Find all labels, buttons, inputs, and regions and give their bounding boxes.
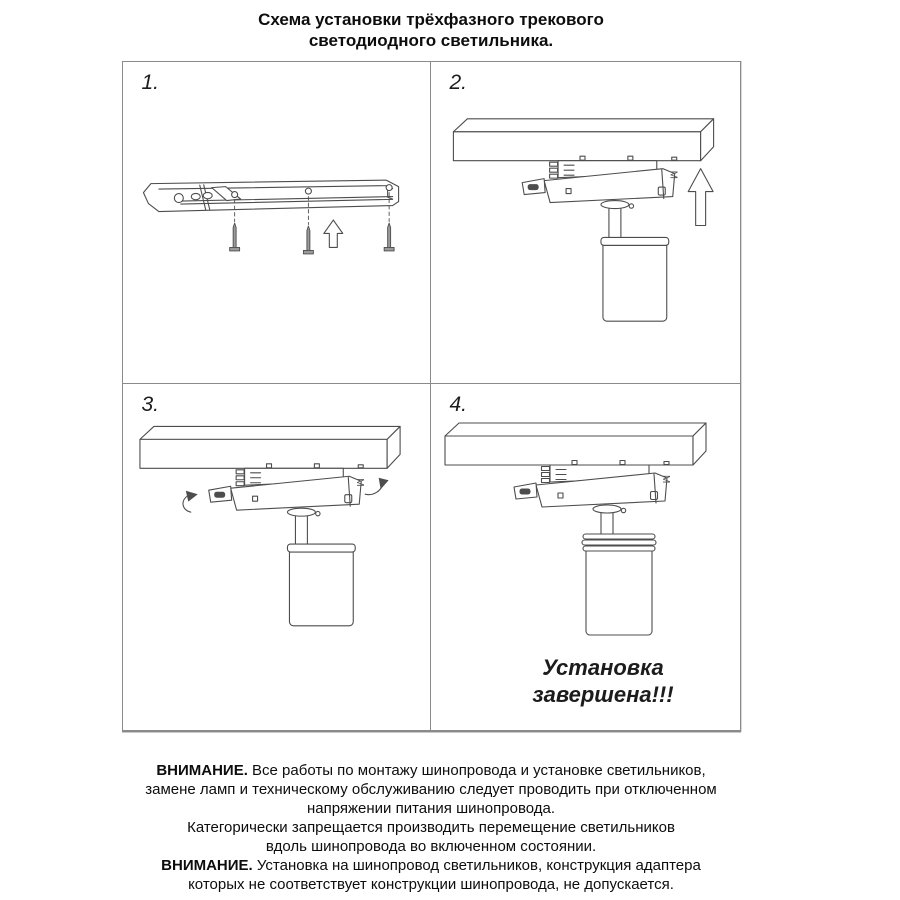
instruction-grid bbox=[122, 61, 741, 732]
rail-hole bbox=[203, 192, 212, 198]
warning-line: ВНИМАНИЕ. Установка на шинопровод светильников, конструкция адаптера bbox=[161, 857, 701, 874]
step3-drawing bbox=[123, 384, 430, 730]
caption-line-2: завершена!!! bbox=[532, 682, 674, 707]
panel-number: 1. bbox=[141, 71, 160, 94]
spotlight-body bbox=[289, 552, 353, 626]
rotate-arrow-right-icon bbox=[365, 478, 388, 495]
rotate-arrow-left-icon bbox=[182, 491, 197, 512]
panel-step-2 bbox=[431, 62, 740, 384]
step2-drawing bbox=[431, 62, 740, 383]
title-line-1: Схема установки трёхфазного трекового bbox=[258, 10, 604, 29]
panel-number: 2. bbox=[449, 71, 468, 94]
step1-drawing bbox=[123, 62, 430, 383]
spotlight-body bbox=[586, 551, 652, 635]
warning-line: которых не соответствует конструкции шинопровода, не допускается. bbox=[188, 876, 674, 893]
screw-icon bbox=[229, 223, 393, 254]
warning-text bbox=[0, 761, 862, 894]
panel-step-3 bbox=[123, 384, 431, 730]
warning-line: вдоль шинопровода во включенном состоянии. bbox=[265, 838, 597, 855]
spotlight-cap bbox=[600, 237, 668, 245]
warning-line: напряжении питания шинопровода. bbox=[306, 800, 556, 817]
screw-hole bbox=[305, 188, 311, 194]
completion-caption bbox=[449, 654, 758, 708]
screw-hole bbox=[386, 185, 392, 191]
warning-line: ВНИМАНИЕ. Все работы по монтажу шинопровода и установке светильников, bbox=[156, 762, 706, 779]
panel-step-4 bbox=[431, 384, 740, 730]
spotlight-cap bbox=[287, 544, 355, 552]
spotlight-rings bbox=[582, 534, 656, 551]
up-arrow-icon bbox=[688, 169, 713, 226]
panel-number: 3. bbox=[141, 393, 160, 416]
rail-hole bbox=[174, 194, 183, 203]
panel-step-1 bbox=[123, 62, 431, 384]
caption-line-1: Установка bbox=[542, 655, 664, 680]
page-title bbox=[0, 0, 862, 51]
warning-line: Категорически запрещается производить перемещение светильников bbox=[187, 819, 675, 836]
up-arrow-icon bbox=[323, 220, 342, 247]
spotlight-body bbox=[602, 245, 666, 321]
title-line-2: светодиодного светильника. bbox=[308, 31, 554, 50]
panel-number: 4. bbox=[449, 393, 468, 416]
warning-line: замене ламп и техническому обслуживанию следует проводить при отключенном bbox=[145, 781, 717, 798]
screw-hole bbox=[231, 192, 237, 198]
rail-hole bbox=[191, 193, 200, 199]
